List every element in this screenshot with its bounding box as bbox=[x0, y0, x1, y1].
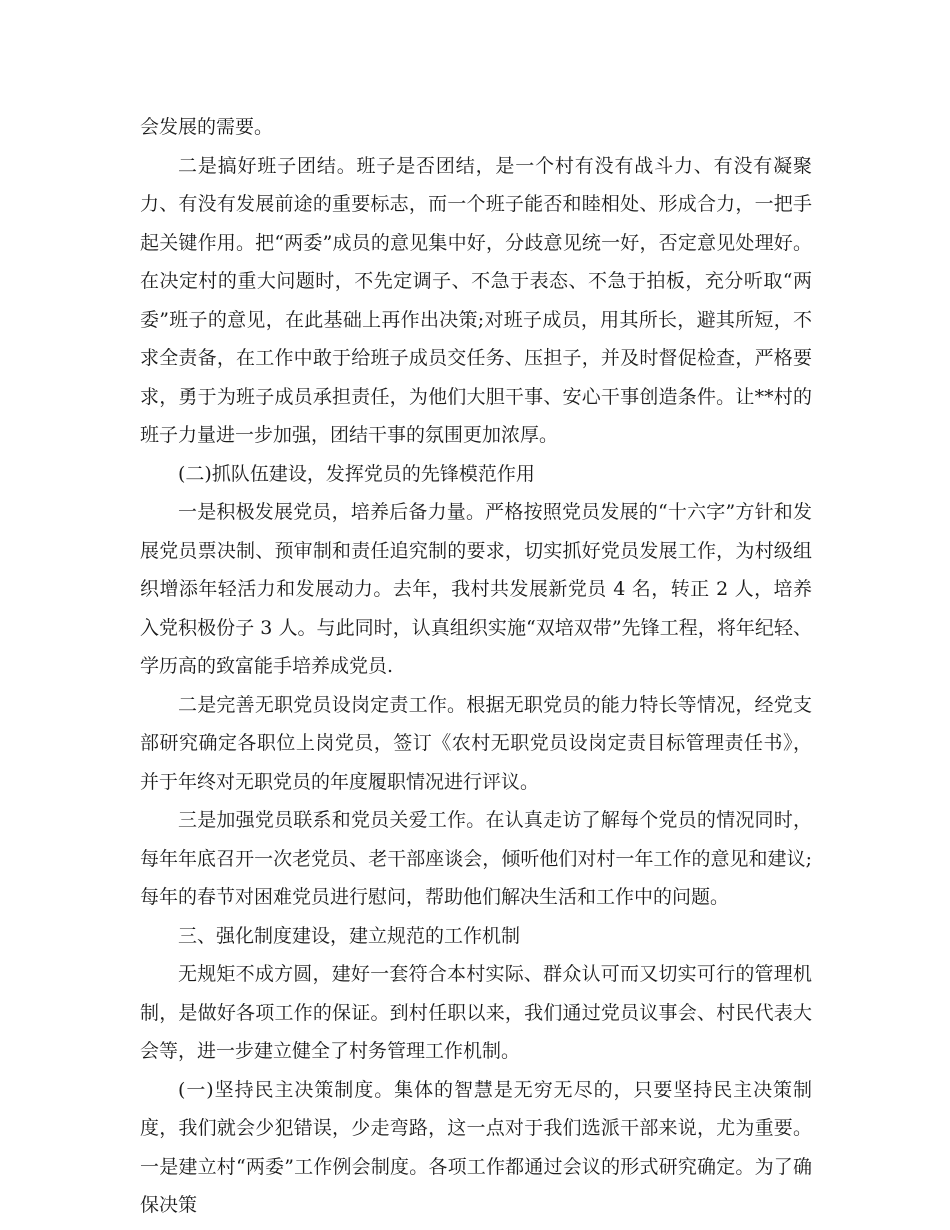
paragraph-2: 二是搞好班子团结。班子是否团结，是一个村有没有战斗力、有没有凝聚力、有没有发展前途的重要标志，而一个班子能否和睦相处、形成合力，一把手起关键作用。把“两委”成员的意见集中好，分歧意见统一好，否定意见处理好。在决定村的重大问题时，不先定调子、不急于表态、不急于拍板，充分听取“两委”班子的意见，在此基础上再作出决策;对班子成员，用其所长，避其所短，不求全责备，在工作中敢于给班子成员交任务、压担子，并及时督促检查，严格要求，勇于为班子成员承担责任，为他们大胆干事、安心干事创造条件。让**村的班子力量进一步加强，团结干事的氛围更加浓厚。 bbox=[140, 154, 812, 446]
paragraph-6: 三是加强党员联系和党员关爱工作。在认真走访了解每个党员的情况同时，每年年底召开一次老党员、老干部座谈会，倾听他们对村一年工作的意见和建议;每年的春节对困难党员进行慰问，帮助他们解决生活和工作中的问题。 bbox=[140, 809, 812, 908]
paragraph-4: 一是积极发展党员，培养后备力量。严格按照党员发展的“十六字”方针和发展党员票决制、预审制和责任追究制的要求，切实抓好党员发展工作，为村级组织增添年轻活力和发展动力。去年，我村共发展新党员 4 名，转正 2 人，培养入党积极份子 3 人。与此同时，认真组织实施“双培双带”先锋工程，将年纪轻、学历高的致富能手培养成党员. bbox=[140, 501, 812, 677]
section-heading-2: (二)抓队伍建设，发挥党员的先锋模范作用 bbox=[178, 462, 535, 485]
paragraph-1: 会发展的需要。 bbox=[140, 116, 274, 138]
paragraph-8: 无规矩不成方圆，建好一套符合本村实际、群众认可而又切实可行的管理机制，是做好各项工作的保证。到村任职以来，我们通过党员议事会、村民代表大会等，进一步建立健全了村务管理工作机制。 bbox=[140, 963, 812, 1062]
paragraph-5: 二是完善无职党员设岗定责工作。根据无职党员的能力特长等情况，经党支部研究确定各职位上岗党员，签订《农村无职党员设岗定责目标管理责任书》，并于年终对无职党员的年度履职情况进行评议。 bbox=[140, 693, 812, 793]
document-page bbox=[140, 108, 812, 1225]
section-heading-3: 三、强化制度建设，建立规范的工作机制 bbox=[178, 924, 521, 947]
paragraph-9: (一)坚持民主决策制度。集体的智慧是无穷无尽的，只要坚持民主决策制度，我们就会少犯错误，少走弯路，这一点对于我们选派干部来说，尤为重要。一是建立村“两委”工作例会制度。各项工作都通过会议的形式研究确定。为了确保决策 bbox=[140, 1078, 812, 1216]
